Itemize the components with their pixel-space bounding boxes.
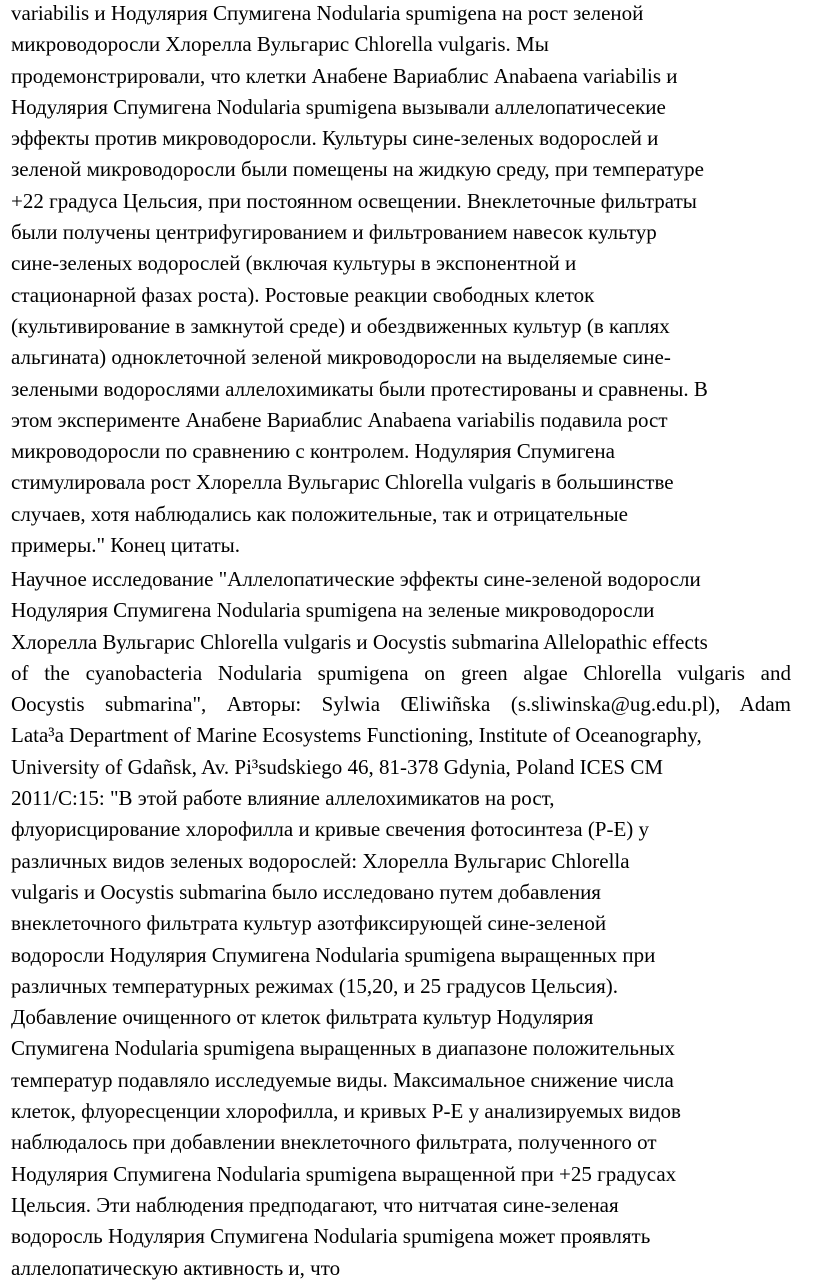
text-line: Oocystis submarina", Авторы: Sylwia Œliwiñska (s.sliwinska@ug.edu.pl), Adam: [11, 692, 791, 717]
text-line: микроводоросли по сравнению с контролем. Нодулярия Спумигена: [11, 439, 615, 464]
text-line: клеток, флуоресценции хлорофилла, и кривых P-E у анализируемых видов: [11, 1099, 681, 1124]
text-line: of the cyanobacteria Nodularia spumigena on green algae Chlorella vulgaris and: [11, 660, 791, 685]
text-line: стимулировала рост Хлорелла Вульгарис Chlorella vulgaris в большинстве: [11, 470, 674, 495]
text-line: variabilis и Нодулярия Спумигена Nodularia spumigena на рост зеленой: [11, 1, 644, 25]
text-line: внеклеточного фильтрата культур азотфиксирующей сине-зеленой: [11, 911, 607, 936]
text-line: 2011/C:15: "В этой работе влияние аллелохимикатов на рост,: [11, 786, 555, 811]
text-line: зелеными водорослями аллелохимикаты были протестированы и сравнены. В: [11, 376, 708, 401]
text-line: University of Gdañsk, Av. Pi³sudskiego 46, 81-378 Gdynia, Poland ICES CM: [11, 754, 664, 779]
text-line: Нодулярия Спумигена Nodularia spumigena вызывали аллелопатичесекие: [11, 94, 666, 119]
text-line: Нодулярия Спумигена Nodularia spumigena на зеленые микроводоросли: [11, 598, 655, 623]
text-line: Спумигена Nodularia spumigena выращенных в диапазоне положительных: [11, 1036, 675, 1061]
text-line: микроводоросли Хлорелла Вульгарис Chlorella vulgaris. Мы: [11, 32, 549, 57]
text-line: этом эксперименте Анабене Вариаблис Anabaena variabilis подавила рост: [11, 407, 668, 432]
text-line: флуорисцирование хлорофилла и кривые свечения фотосинтеза (P-E) у: [11, 817, 650, 842]
text-line: продемонстрировали, что клетки Анабене Вариаблис Anabaena variabilis и: [11, 63, 678, 88]
text-line: Цельсия. Эти наблюдения предподагают, что нитчатая сине-зеленая: [11, 1192, 619, 1217]
text-line: случаев, хотя наблюдались как положительные, так и отрицательные: [11, 501, 628, 526]
text-line: различных температурных режимах (15,20, и 25 градусов Цельсия).: [11, 973, 618, 998]
text-line: примеры." Конец цитаты.: [11, 533, 241, 558]
text-line: (культивирование в замкнутой среде) и обездвиженных культур (в каплях: [11, 313, 670, 338]
text-line: были получены центрифугированием и фильтрованием навесок культур: [11, 220, 657, 245]
text-line: Хлорелла Вульгарис Chlorella vulgaris и Oocystis submarina Allelopathic effects: [11, 629, 708, 654]
text-line: стационарной фазах роста). Ростовые реакции свободных клеток: [11, 282, 595, 307]
text-line: температур подавляло исследуемые виды. Максимальное снижение числа: [11, 1067, 674, 1092]
text-line: +22 градуса Цельсия, при постоянном освещении. Внеклеточные фильтраты: [11, 188, 697, 213]
text-line: альгината) одноклеточной зеленой микроводоросли на выделяемые сине-: [11, 345, 671, 370]
text-line: Научное исследование "Аллелопатические эффекты сине-зеленой водоросли: [11, 567, 701, 591]
text-line: водоросли Нодулярия Спумигена Nodularia spumigena выращенных при: [11, 942, 656, 967]
text-line: зеленой микроводоросли были помещены на жидкую среду, при температуре: [11, 157, 704, 182]
text-line: Добавление очищенного от клеток фильтрата культур Нодулярия: [11, 1005, 594, 1030]
text-line: эффекты против микроводоросли. Культуры сине-зеленых водорослей и: [11, 126, 659, 151]
text-line: Lata³a Department of Marine Ecosystems Functioning, Institute of Oceanography,: [11, 723, 702, 748]
paragraph-quote-ending: [11, 0, 708, 561]
text-line: аллелопатическую активность и, что: [11, 1255, 341, 1280]
text-line: vulgaris и Oocystis submarina было исследовано путем добавления: [11, 879, 601, 904]
text-line: наблюдалось при добавлении внеклеточного фильтрата, полученного от: [11, 1130, 657, 1155]
text-line: водоросль Нодулярия Спумигена Nodularia spumigena может проявлять: [11, 1224, 651, 1249]
text-line: различных видов зеленых водорослей: Хлорелла Вульгарис Chlorella: [11, 848, 630, 873]
text-line: сине-зеленых водорослей (включая культуры в экспонентной и: [11, 251, 577, 276]
paragraph-study-citation: [11, 564, 791, 1284]
text-line: Нодулярия Спумигена Nodularia spumigena выращенной при +25 градусах: [11, 1161, 677, 1186]
